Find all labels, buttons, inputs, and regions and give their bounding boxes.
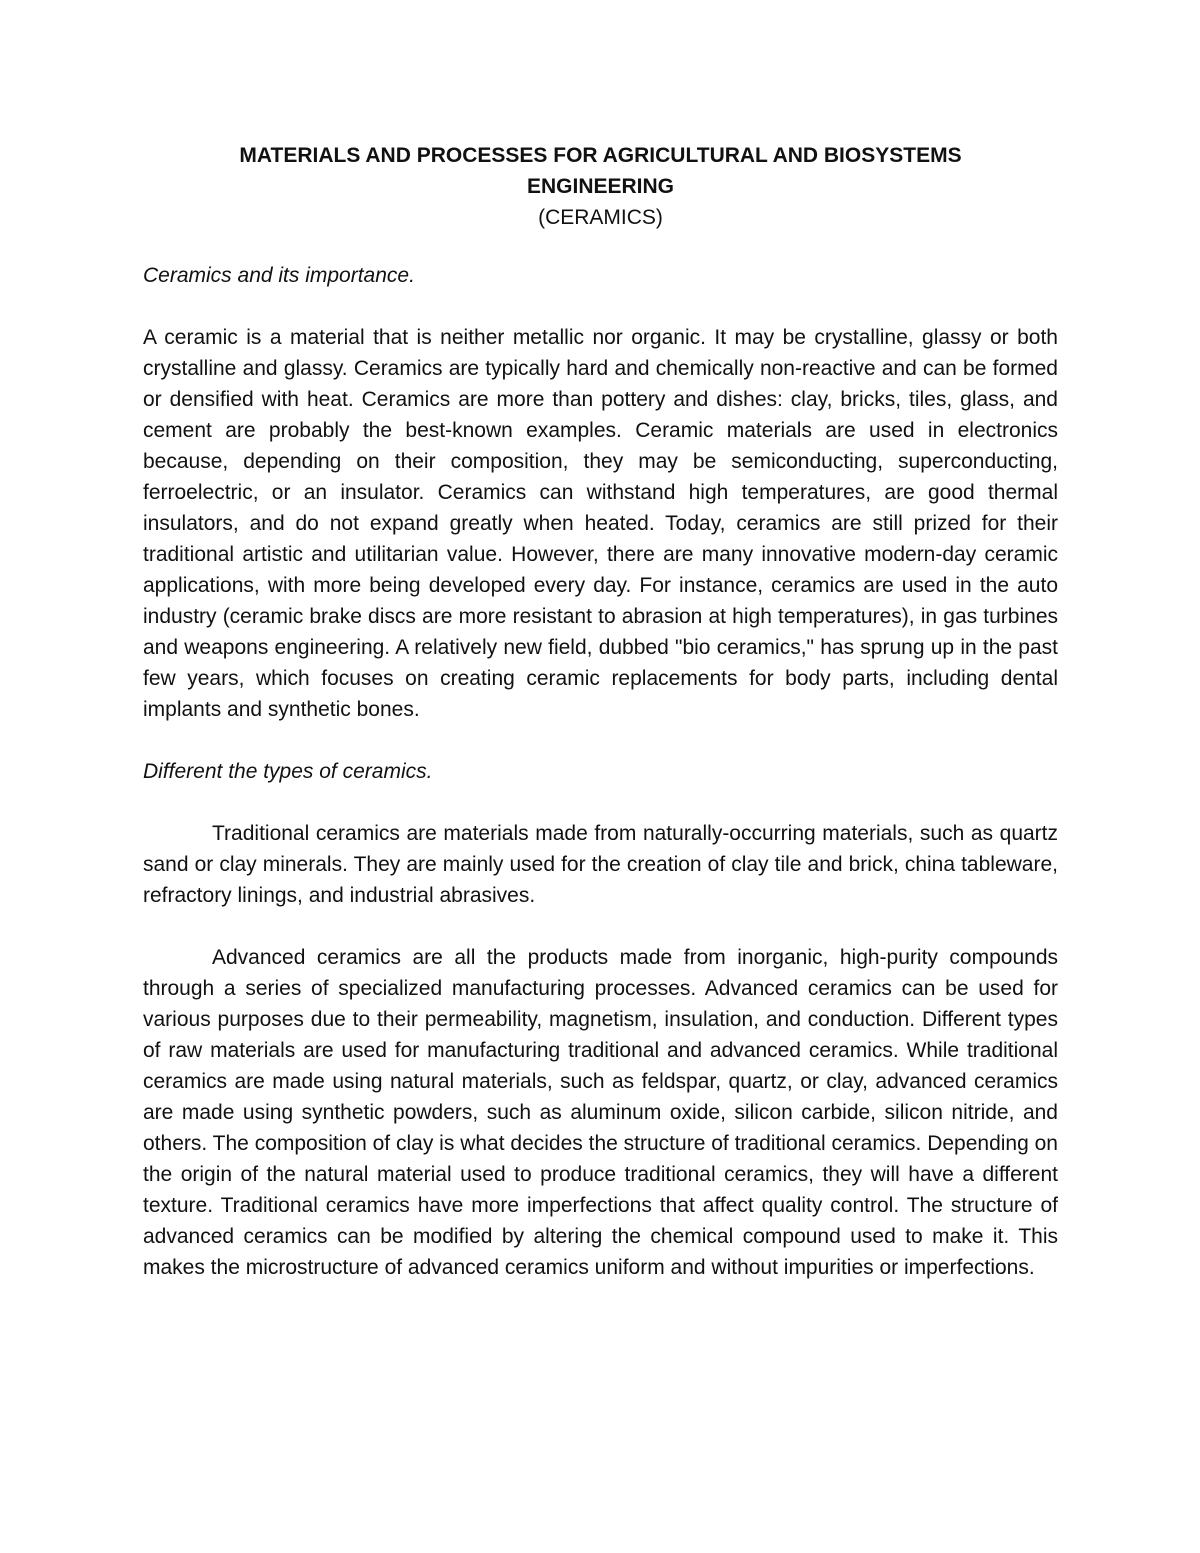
document-subtitle: (CERAMICS) [538, 206, 663, 229]
paragraph-traditional-ceramics: Traditional ceramics are materials made from naturally-occurring materials, such as quartz sand or clay minerals. They are mainly used for the creation of clay tile and brick, china tableware, refractory linings, and industrial abrasives. [143, 822, 1058, 907]
document-page [143, 140, 1058, 1314]
section-heading-types: Different the types of ceramics. [143, 760, 433, 783]
section-heading-importance: Ceramics and its importance. [143, 264, 415, 287]
paragraph-advanced-ceramics: Advanced ceramics are all the products made from inorganic, high-purity compounds through a series of specialized manufacturing processes. Advanced ceramics can be used for various purposes due to their permeability, magnetism, insulation, and conduction. Different types of raw materials are used for manufacturing traditional and advanced ceramics. While traditional ceramics are made using natural materials, such as feldspar, quartz, or clay, advanced ceramics are made using synthetic powders, such as aluminum oxide, silicon carbide, silicon nitride, and others. The composition of clay is what decides the structure of traditional ceramics. Depending on the origin of the natural material used to produce traditional ceramics, they will have a different texture. Traditional ceramics have more imperfections that affect quality control. The structure of advanced ceramics can be modified by altering the chemical compound used to make it. This makes the microstructure of advanced ceramics uniform and without impurities or imperfections. [143, 946, 1058, 1279]
document-title: MATERIALS AND PROCESSES FOR AGRICULTURAL AND BIOSYSTEMS ENGINEERING [239, 144, 962, 198]
paragraph-importance: A ceramic is a material that is neither metallic nor organic. It may be crystalline, glassy or both crystalline and glassy. Ceramics are typically hard and chemically non-reactive and can be formed or densified with heat. Ceramics are more than pottery and dishes: clay, bricks, tiles, glass, and cement are probably the best-known examples. Ceramic materials are used in electronics because, depending on their composition, they may be semiconducting, superconducting, ferroelectric, or an insulator. Ceramics can withstand high temperatures, are good thermal insulators, and do not expand greatly when heated. Today, ceramics are still prized for their traditional artistic and utilitarian value. However, there are many innovative modern-day ceramic applications, with more being developed every day. For instance, ceramics are used in the auto industry (ceramic brake discs are more resistant to abrasion at high temperatures), in gas turbines and weapons engineering. A relatively new field, dubbed "bio ceramics," has sprung up in the past few years, which focuses on creating ceramic replacements for body parts, including dental implants and synthetic bones. [143, 326, 1058, 721]
